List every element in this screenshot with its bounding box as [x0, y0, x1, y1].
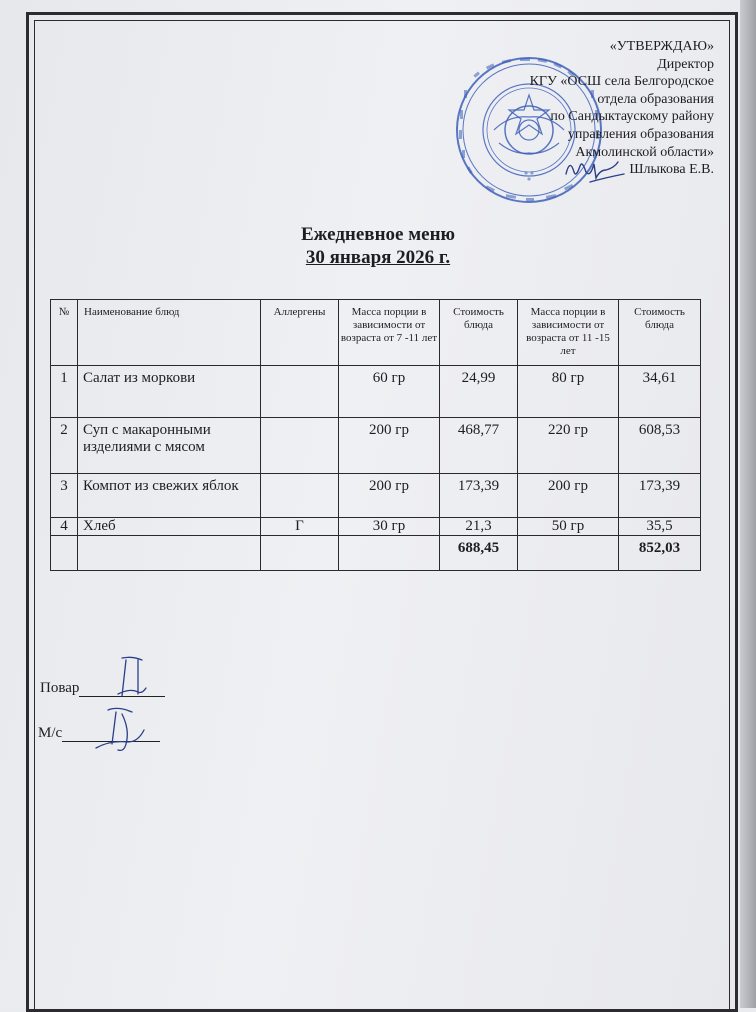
cook-signature — [108, 652, 158, 702]
header-cell: Аллергены — [261, 300, 339, 366]
menu-title: Ежедневное меню — [300, 224, 456, 245]
approval-line: «УТВЕРЖДАЮ» — [609, 39, 714, 54]
empty-cell — [51, 536, 78, 571]
cost-11-15: 608,53 — [619, 418, 701, 474]
cost-7-11: 468,77 — [440, 418, 518, 474]
row-number: 3 — [51, 474, 78, 518]
dish-name: Компот из свежих яблок — [78, 474, 261, 518]
mass-11-15: 200 гр — [518, 474, 619, 518]
cost-11-15: 34,61 — [619, 366, 701, 418]
cook-label: Повар — [40, 680, 80, 696]
dish-name: Суп с макаронными изделиями с мясом — [78, 418, 261, 474]
table-header-row — [51, 300, 701, 366]
mass-11-15: 50 гр — [518, 518, 619, 536]
total-cost-11-15: 852,03 — [619, 536, 701, 571]
approval-line: Директор — [657, 56, 714, 72]
approval-line: по Сандыктаускому району — [550, 109, 714, 125]
total-cost-7-11: 688,45 — [440, 536, 518, 571]
table-row — [51, 518, 701, 536]
header-cell: № — [51, 300, 78, 366]
header-cell: Масса порции в зависимости от возраста от 11 -15 лет — [518, 300, 619, 366]
table-row — [51, 474, 701, 518]
dish-name: Хлеб — [78, 518, 261, 536]
row-number: 1 — [51, 366, 78, 418]
cost-11-15: 35,5 — [619, 518, 701, 536]
approval-signer: Шлыкова Е.В. — [629, 162, 714, 178]
row-number: 4 — [51, 518, 78, 536]
cost-11-15: 173,39 — [619, 474, 701, 518]
empty-cell — [78, 536, 261, 571]
header-cell: Стоимость блюда — [619, 300, 701, 366]
director-signature — [560, 148, 630, 188]
cost-7-11: 21,3 — [440, 518, 518, 536]
mass-11-15: 80 гр — [518, 366, 619, 418]
mass-7-11: 200 гр — [339, 474, 440, 518]
empty-cell — [261, 536, 339, 571]
cost-7-11: 173,39 — [440, 474, 518, 518]
table-row — [51, 418, 701, 474]
nurse-signature — [78, 700, 158, 760]
approval-line: управления образования — [567, 126, 714, 142]
header-cell: Стоимость блюда — [440, 300, 518, 366]
empty-cell — [339, 536, 440, 571]
page-edge-shadow — [740, 0, 756, 1008]
mass-11-15: 220 гр — [518, 418, 619, 474]
empty-cell — [518, 536, 619, 571]
approval-line: КГУ «ОСШ села Белгородское — [529, 74, 714, 90]
dish-name: Салат из моркови — [78, 366, 261, 418]
mass-7-11: 200 гр — [339, 418, 440, 474]
menu-date: 30 января 2026 г. — [305, 247, 451, 268]
mass-7-11: 30 гр — [339, 518, 440, 536]
allergens — [261, 418, 339, 474]
row-number: 2 — [51, 418, 78, 474]
approval-line: Акмолинской области» — [575, 144, 714, 160]
table-row — [51, 366, 701, 418]
allergens — [261, 366, 339, 418]
cost-7-11: 24,99 — [440, 366, 518, 418]
approval-line: отдела образования — [597, 91, 714, 107]
totals-row — [51, 536, 701, 571]
nurse-label: М/с — [38, 725, 63, 741]
allergens — [261, 474, 339, 518]
mass-7-11: 60 гр — [339, 366, 440, 418]
header-cell: Наименование блюд — [78, 300, 261, 366]
menu-table — [50, 299, 701, 571]
header-cell: Масса порции в зависимости от возраста от 7 -11 лет — [339, 300, 440, 366]
allergens: Г — [261, 518, 339, 536]
